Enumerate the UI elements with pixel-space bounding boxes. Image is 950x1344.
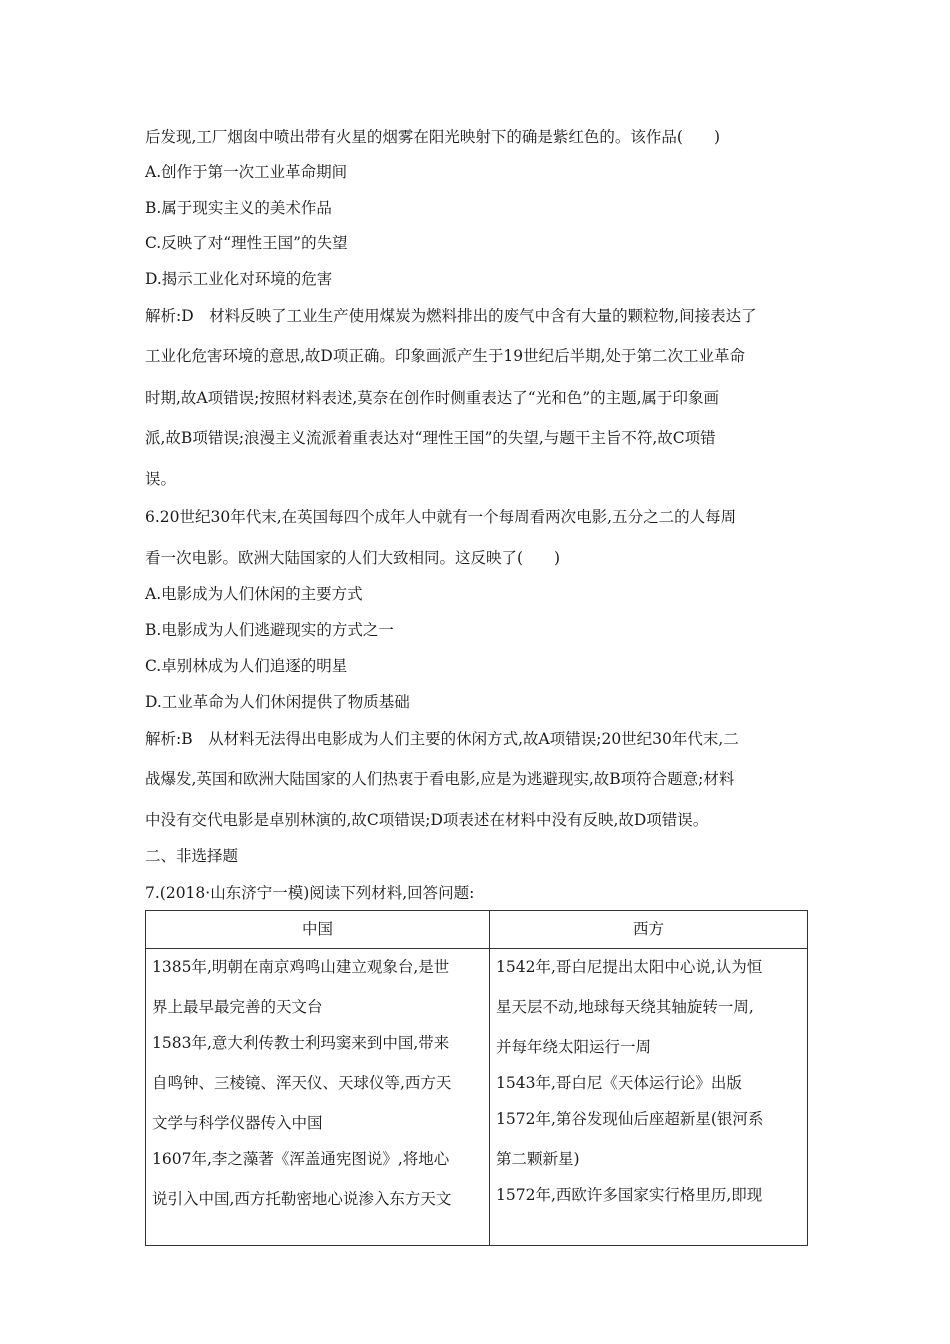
q5-analysis-line: 派,故B项错误;浪漫主义流派着重表达对“理性王国”的失望,与题干主旨不符,故C项错 xyxy=(145,429,716,447)
cell-line: 1542年,哥白尼提出太阳中心说,认为恒 xyxy=(496,958,763,976)
cell-line: 1572年,第谷发现仙后座超新星(银河系 xyxy=(496,1110,764,1128)
column-header-west: 西方 xyxy=(490,911,808,949)
q5-option-b: B.属于现实主义的美术作品 xyxy=(145,199,332,217)
cell-line: 1543年,哥白尼《天体运行论》出版 xyxy=(496,1074,742,1092)
q5-analysis-line: 时期,故A项错误;按照材料表述,莫奈在创作时侧重表达了“光和色”的主题,属于印象画 xyxy=(145,389,720,407)
q6-analysis-line: 解析:B 从材料无法得出电影成为人们主要的休闲方式,故A项错误;20世纪30年代末,二 xyxy=(145,730,739,748)
q6-analysis-line: 战爆发,英国和欧洲大陆国家的人们热衷于看电影,应是为逃避现实,故B项符合题意;材料 xyxy=(145,770,735,788)
section-heading: 二、非选择题 xyxy=(145,847,239,865)
column-header-china: 中国 xyxy=(146,911,490,949)
q5-option-d: D.揭示工业化对环境的危害 xyxy=(145,270,333,288)
cell-line: 1385年,明朝在南京鸡鸣山建立观象台,是世 xyxy=(152,958,450,976)
q5-analysis-line: 误。 xyxy=(145,470,177,488)
q6-option-d: D.工业革命为人们休闲提供了物质基础 xyxy=(145,693,410,711)
q5-analysis-line: 工业化危害环境的意思,故D项正确。印象画派产生于19世纪后半期,处于第二次工业革命 xyxy=(145,347,746,365)
q6-stem-line: 6.20世纪30年代末,在英国每四个成年人中就有一个每周看两次电影,五分之二的人每周 xyxy=(145,508,737,526)
cell-line: 自鸣钟、三棱镜、浑天仪、天球仪等,西方天 xyxy=(152,1074,452,1092)
q5-option-a: A.创作于第一次工业革命期间 xyxy=(145,163,348,181)
q5-stem-tail: 后发现,工厂烟囱中喷出带有火星的烟雾在阳光映射下的确是紫红色的。该作品( ) xyxy=(145,128,721,146)
q6-analysis-line: 中没有交代电影是卓别林演的,故C项错误;D项表述在材料中没有反映,故D项错误。 xyxy=(145,811,709,829)
q6-option-b: B.电影成为人们逃避现实的方式之一 xyxy=(145,621,394,639)
cell-line: 文学与科学仪器传入中国 xyxy=(152,1114,323,1132)
west-cell xyxy=(490,949,808,1246)
cell-line: 1607年,李之藻著《浑盖通宪图说》,将地心 xyxy=(152,1150,450,1168)
cell-line: 界上最早最完善的天文台 xyxy=(152,998,323,1016)
q6-option-a: A.电影成为人们休闲的主要方式 xyxy=(145,585,363,603)
table-header-row xyxy=(146,911,808,949)
comparison-table xyxy=(145,910,808,1246)
table-row xyxy=(146,949,808,1246)
q5-analysis-line: 解析:D 材料反映了工业生产使用煤炭为燃料排出的废气中含有大量的颗粒物,间接表达了 xyxy=(145,307,757,325)
q5-option-c: C.反映了对“理性王国”的失望 xyxy=(145,234,348,252)
q7-stem: 7.(2018·山东济宁一模)阅读下列材料,回答问题: xyxy=(145,884,475,902)
cell-line: 星天层不动,地球每天绕其轴旋转一周, xyxy=(496,998,754,1016)
cell-line: 1572年,西欧许多国家实行格里历,即现 xyxy=(496,1186,763,1204)
china-cell xyxy=(146,949,490,1246)
q6-stem-line: 看一次电影。欧洲大陆国家的人们大致相同。这反映了( ) xyxy=(145,549,561,567)
cell-line: 说引入中国,西方托勒密地心说渗入东方天文 xyxy=(152,1190,452,1208)
cell-line: 第二颗新星) xyxy=(496,1150,580,1168)
q6-option-c: C.卓别林成为人们追逐的明星 xyxy=(145,657,348,675)
cell-line: 1583年,意大利传教士利玛窦来到中国,带来 xyxy=(152,1034,450,1052)
cell-line: 并每年绕太阳运行一周 xyxy=(496,1038,652,1056)
